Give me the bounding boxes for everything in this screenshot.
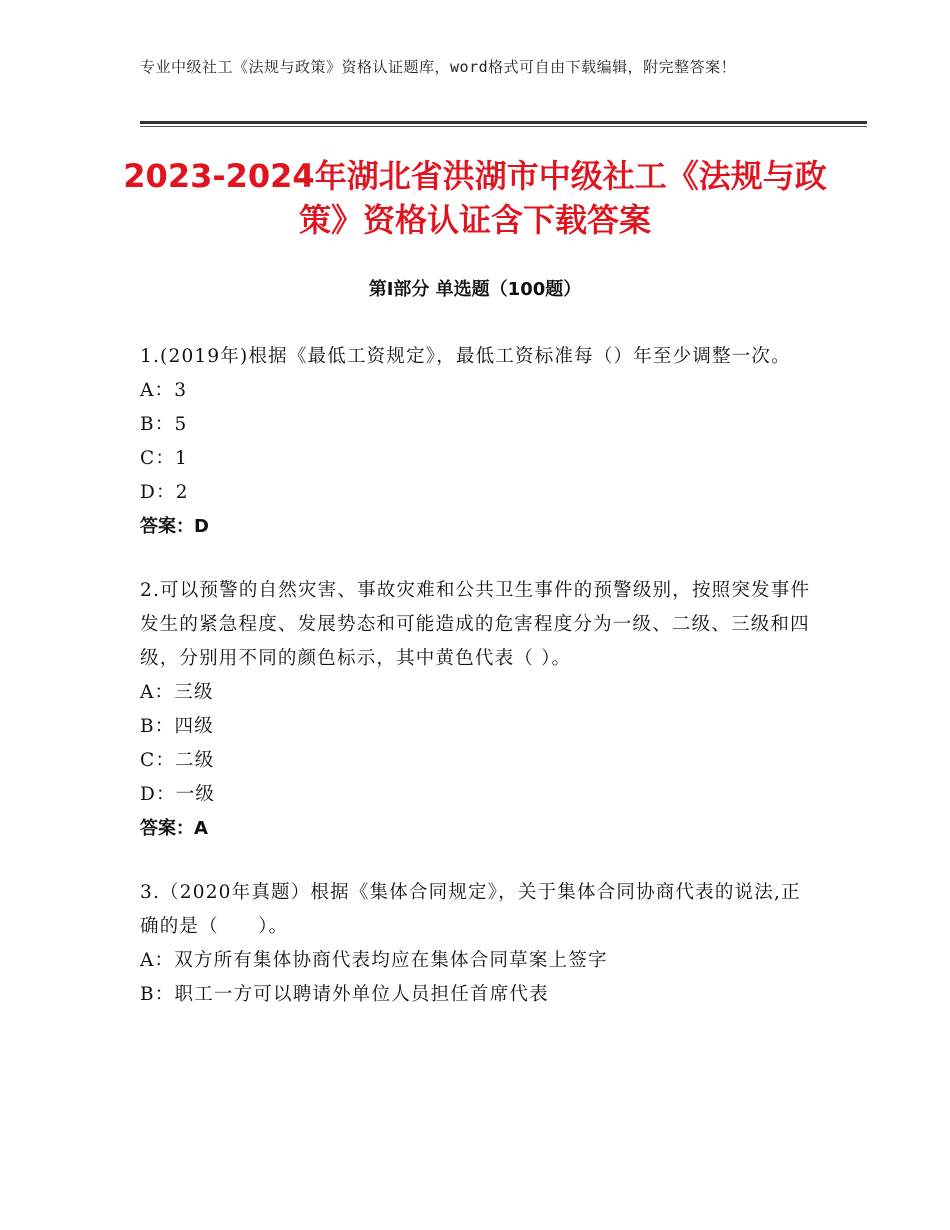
- answer-line: 答案：A: [140, 818, 208, 839]
- header-rule-thin: [140, 126, 867, 127]
- option-b: B：5: [140, 414, 188, 435]
- option-a: A：双方所有集体协商代表均应在集体合同草案上签字: [140, 950, 608, 971]
- option-d: D：一级: [140, 784, 216, 805]
- option-c: C：二级: [140, 750, 215, 771]
- option-a: A：三级: [140, 682, 214, 703]
- question-stem: 3.（2020年真题）根据《集体合同规定》，关于集体合同协商代表的说法,正确的是（ ）。: [140, 882, 801, 937]
- question-list: [140, 340, 820, 1042]
- option-a: A：3: [140, 380, 188, 401]
- option-c: C：1: [140, 448, 189, 469]
- header-rule-thick: [140, 121, 867, 124]
- option-b: B：四级: [140, 716, 214, 737]
- option-d: D：2: [140, 482, 189, 503]
- question-3: [140, 876, 820, 1012]
- question-2: [140, 574, 820, 846]
- section-heading: 第Ⅰ部分 单选题（100题）: [368, 279, 582, 300]
- document-title: 2023-2024年湖北省洪湖市中级社工《法规与政策》资格认证含下载答案: [123, 157, 827, 239]
- question-stem: 1.(2019年)根据《最低工资规定》，最低工资标准每（）年至少调整一次。: [140, 346, 791, 367]
- option-b: B：职工一方可以聘请外单位人员担任首席代表: [140, 984, 549, 1005]
- header-note: 专业中级社工《法规与政策》资格认证题库，word格式可自由下载编辑，附完整答案！: [140, 58, 737, 76]
- question-stem: 2.可以预警的自然灾害、事故灾难和公共卫生事件的预警级别，按照突发事件发生的紧急程度、发展势态和可能造成的危害程度分为一级、二级、三级和四级，分别用不同的颜色标示，其中黄色代表（ ）。: [140, 580, 811, 669]
- answer-line: 答案：D: [140, 516, 209, 537]
- question-1: [140, 340, 820, 544]
